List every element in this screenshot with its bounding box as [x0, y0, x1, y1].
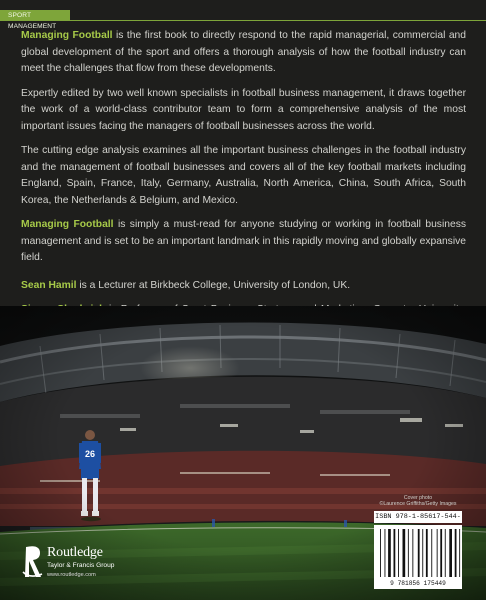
- paragraph-text: is simply a must-read for anyone studying or working in football business management and is set to be an important landmark in this rapidly moving and globally expansive field.: [21, 219, 466, 263]
- blurb-paragraph-1: [21, 28, 466, 78]
- photo-credit-line: ©Laurence Griffiths/Getty Images: [379, 501, 457, 508]
- photo-credit: [372, 495, 464, 507]
- routledge-r-icon: [22, 544, 46, 580]
- book-title-highlight: Managing Football: [21, 30, 113, 41]
- publisher-logo: [22, 544, 162, 592]
- blurb-paragraph-2: Expertly edited by two well known specialists in football business management, it draws together the work of a world-class contributor team to form a comprehensive analysis of the most important issues facing the managers of football businesses across the world.: [21, 87, 466, 132]
- isbn-label: ISBN 978-1-85617-544-: [375, 513, 461, 521]
- publisher-name: Routledge: [47, 545, 103, 560]
- publisher-group: Taylor & Francis Group: [47, 562, 115, 569]
- author-name: Sean Hamil: [21, 279, 77, 291]
- author-bio-1: [21, 278, 466, 295]
- author-bio-text: is a Lecturer at Birkbeck College, University of London, UK.: [76, 279, 351, 291]
- barcode-digits: 9 781856 175449: [374, 580, 462, 588]
- category-label: SPORT MANAGEMENT: [0, 10, 70, 21]
- blurb-paragraph-4: [21, 217, 466, 267]
- blurb: [21, 28, 466, 343]
- book-title-highlight: Managing Football: [21, 219, 114, 230]
- publisher-url: www.routledge.com: [47, 572, 96, 578]
- photo-credit-line: Cover photo: [403, 495, 433, 501]
- barcode: [374, 525, 462, 589]
- header-rule: [70, 20, 486, 21]
- blurb-paragraph-3: The cutting edge analysis examines all the important business challenges in the football industry and the management of football businesses and covers all of the key football markets including England, Spain, France, Italy, Germany, Australia, North America, China, South Africa, South Korea, the Netherlands & Belgium, and Mexico.: [21, 145, 466, 206]
- barcode-bars: [374, 525, 462, 581]
- paragraph-text: is the first book to directly respond to the rapid managerial, commercial and global development of the sport and offers a thorough analysis of how the football industry can meet the challenges that flow from these developments.: [21, 30, 466, 74]
